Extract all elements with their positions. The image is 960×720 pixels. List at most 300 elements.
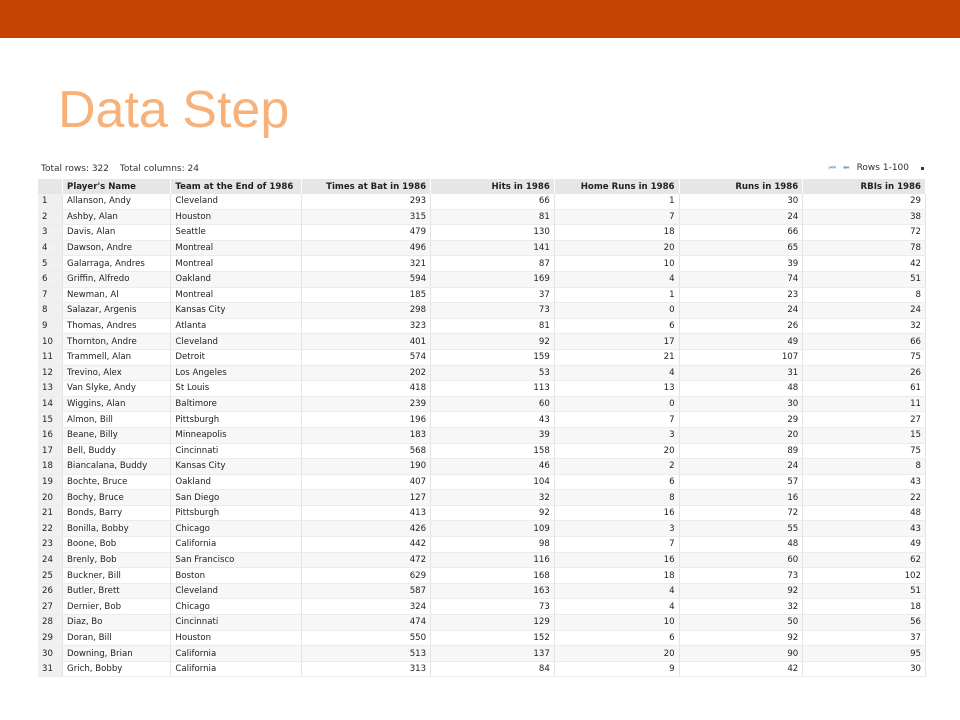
table-row[interactable] xyxy=(38,443,926,459)
table-row[interactable] xyxy=(38,568,926,584)
table-cell: 183 xyxy=(302,427,431,443)
row-index-cell: 8 xyxy=(38,303,63,319)
table-cell: 50 xyxy=(679,615,803,631)
table-cell: 30 xyxy=(803,661,926,677)
table-cell: 73 xyxy=(431,599,555,615)
data-table-viewer xyxy=(36,157,930,685)
table-cell: 65 xyxy=(679,240,803,256)
table-cell: 7 xyxy=(554,537,679,553)
table-cell: Dawson, Andre xyxy=(63,240,171,256)
table-cell: 37 xyxy=(431,287,555,303)
table-cell: Doran, Bill xyxy=(63,630,171,646)
table-cell: 75 xyxy=(803,349,926,365)
table-summary xyxy=(41,164,207,174)
table-cell: Chicago xyxy=(171,521,302,537)
table-cell: Montreal xyxy=(171,256,302,272)
table-cell: Bell, Buddy xyxy=(63,443,171,459)
table-cell: 413 xyxy=(302,505,431,521)
table-cell: 30 xyxy=(679,194,803,209)
table-row[interactable] xyxy=(38,474,926,490)
table-body xyxy=(38,194,926,677)
table-cell: 18 xyxy=(554,225,679,241)
row-index-cell: 21 xyxy=(38,505,63,521)
table-cell: 513 xyxy=(302,646,431,662)
table-cell: 92 xyxy=(679,583,803,599)
table-row[interactable] xyxy=(38,537,926,553)
table-cell: 479 xyxy=(302,225,431,241)
table-cell: 113 xyxy=(431,381,555,397)
table-cell: 11 xyxy=(803,396,926,412)
table-cell: 137 xyxy=(431,646,555,662)
table-row[interactable] xyxy=(38,194,926,209)
table-cell: 442 xyxy=(302,537,431,553)
table-cell: 26 xyxy=(803,365,926,381)
column-header[interactable]: Hits in 1986 xyxy=(431,179,555,194)
table-cell: 0 xyxy=(554,303,679,319)
table-cell: Thomas, Andres xyxy=(63,318,171,334)
row-index-cell: 19 xyxy=(38,474,63,490)
table-cell: 75 xyxy=(803,443,926,459)
more-icon[interactable] xyxy=(921,167,924,170)
table-cell: Trevino, Alex xyxy=(63,365,171,381)
row-index-cell: 1 xyxy=(38,194,63,209)
table-cell: 313 xyxy=(302,661,431,677)
table-cell: Buckner, Bill xyxy=(63,568,171,584)
total-rows-label: Total rows: 322 xyxy=(41,164,110,174)
row-index-cell: 27 xyxy=(38,599,63,615)
table-cell: 13 xyxy=(554,381,679,397)
table-cell: 39 xyxy=(679,256,803,272)
table-cell: 29 xyxy=(803,194,926,209)
table-cell: Allanson, Andy xyxy=(63,194,171,209)
table-cell: 474 xyxy=(302,615,431,631)
table-cell: 43 xyxy=(803,521,926,537)
table-cell: 141 xyxy=(431,240,555,256)
table-cell: 323 xyxy=(302,318,431,334)
row-index-cell: 18 xyxy=(38,459,63,475)
table-row[interactable] xyxy=(38,552,926,568)
table-cell: 10 xyxy=(554,256,679,272)
table-cell: 81 xyxy=(431,318,555,334)
table-cell: 55 xyxy=(679,521,803,537)
table-cell: 629 xyxy=(302,568,431,584)
table-cell: 129 xyxy=(431,615,555,631)
viewer-toolbar xyxy=(36,157,930,179)
table-cell: 401 xyxy=(302,334,431,350)
table-cell: Houston xyxy=(171,209,302,225)
table-cell: 37 xyxy=(803,630,926,646)
table-cell: Boston xyxy=(171,568,302,584)
table-row[interactable] xyxy=(38,240,926,256)
table-cell: 60 xyxy=(431,396,555,412)
first-page-icon[interactable]: ⏮ xyxy=(828,163,836,172)
table-cell: 72 xyxy=(679,505,803,521)
table-cell: 2 xyxy=(554,459,679,475)
table-row[interactable] xyxy=(38,615,926,631)
table-cell: 16 xyxy=(554,505,679,521)
table-cell: 92 xyxy=(431,505,555,521)
table-cell: 6 xyxy=(554,630,679,646)
table-cell: 90 xyxy=(679,646,803,662)
table-cell: 9 xyxy=(554,661,679,677)
table-cell: 42 xyxy=(803,256,926,272)
table-header xyxy=(38,179,926,194)
table-cell: 4 xyxy=(554,365,679,381)
table-row[interactable] xyxy=(38,521,926,537)
table-cell: 594 xyxy=(302,271,431,287)
table-cell: 574 xyxy=(302,349,431,365)
data-table xyxy=(38,179,926,677)
column-header[interactable] xyxy=(38,179,63,194)
row-index-cell: 13 xyxy=(38,381,63,397)
table-cell: 8 xyxy=(554,490,679,506)
table-cell: California xyxy=(171,537,302,553)
table-cell: 39 xyxy=(431,427,555,443)
table-cell: 163 xyxy=(431,583,555,599)
table-cell: Ashby, Alan xyxy=(63,209,171,225)
row-index-cell: 29 xyxy=(38,630,63,646)
table-cell: 1 xyxy=(554,194,679,209)
row-index-cell: 31 xyxy=(38,661,63,677)
table-cell: St Louis xyxy=(171,381,302,397)
table-cell: 127 xyxy=(302,490,431,506)
table-cell: 315 xyxy=(302,209,431,225)
table-cell: 102 xyxy=(803,568,926,584)
table-cell: 6 xyxy=(554,474,679,490)
table-cell: 185 xyxy=(302,287,431,303)
table-cell: 321 xyxy=(302,256,431,272)
table-cell: 43 xyxy=(431,412,555,428)
table-cell: 324 xyxy=(302,599,431,615)
table-cell: 66 xyxy=(431,194,555,209)
table-cell: 51 xyxy=(803,271,926,287)
table-row[interactable] xyxy=(38,303,926,319)
row-index-cell: 25 xyxy=(38,568,63,584)
table-cell: 0 xyxy=(554,396,679,412)
table-cell: 60 xyxy=(679,552,803,568)
table-cell: 21 xyxy=(554,349,679,365)
table-cell: 27 xyxy=(803,412,926,428)
table-cell: Cleveland xyxy=(171,194,302,209)
table-cell: 48 xyxy=(679,537,803,553)
table-cell: Brenly, Bob xyxy=(63,552,171,568)
table-cell: 92 xyxy=(431,334,555,350)
table-row[interactable] xyxy=(38,630,926,646)
table-cell: Montreal xyxy=(171,240,302,256)
table-cell: Downing, Brian xyxy=(63,646,171,662)
row-index-cell: 10 xyxy=(38,334,63,350)
table-cell: 26 xyxy=(679,318,803,334)
table-row[interactable] xyxy=(38,646,926,662)
table-row[interactable] xyxy=(38,583,926,599)
table-cell: Trammell, Alan xyxy=(63,349,171,365)
table-cell: 48 xyxy=(679,381,803,397)
table-cell: San Francisco xyxy=(171,552,302,568)
table-cell: 61 xyxy=(803,381,926,397)
header-row xyxy=(38,179,926,194)
table-cell: 196 xyxy=(302,412,431,428)
table-cell: 73 xyxy=(679,568,803,584)
table-cell: 4 xyxy=(554,599,679,615)
row-index-cell: 11 xyxy=(38,349,63,365)
column-header[interactable]: Player's Name xyxy=(63,179,171,194)
table-cell: Cleveland xyxy=(171,334,302,350)
table-cell: 32 xyxy=(431,490,555,506)
column-header[interactable]: Home Runs in 1986 xyxy=(554,179,679,194)
table-row[interactable] xyxy=(38,505,926,521)
row-index-cell: 4 xyxy=(38,240,63,256)
table-cell: 3 xyxy=(554,521,679,537)
table-cell: 7 xyxy=(554,412,679,428)
table-cell: Montreal xyxy=(171,287,302,303)
table-cell: Biancalana, Buddy xyxy=(63,459,171,475)
table-cell: Almon, Bill xyxy=(63,412,171,428)
table-cell: Bochy, Bruce xyxy=(63,490,171,506)
row-index-cell: 26 xyxy=(38,583,63,599)
table-cell: 89 xyxy=(679,443,803,459)
table-cell: 6 xyxy=(554,318,679,334)
table-cell: Seattle xyxy=(171,225,302,241)
table-cell: 3 xyxy=(554,427,679,443)
table-cell: 49 xyxy=(803,537,926,553)
table-cell: San Diego xyxy=(171,490,302,506)
table-row[interactable] xyxy=(38,334,926,350)
table-cell: 51 xyxy=(803,583,926,599)
table-row[interactable] xyxy=(38,271,926,287)
table-cell: Pittsburgh xyxy=(171,505,302,521)
table-cell: California xyxy=(171,661,302,677)
table-cell: 66 xyxy=(679,225,803,241)
table-cell: Chicago xyxy=(171,599,302,615)
table-cell: 73 xyxy=(431,303,555,319)
row-index-cell: 5 xyxy=(38,256,63,272)
table-cell: 30 xyxy=(679,396,803,412)
table-cell: 18 xyxy=(554,568,679,584)
table-cell: 22 xyxy=(803,490,926,506)
table-cell: Atlanta xyxy=(171,318,302,334)
table-row[interactable] xyxy=(38,396,926,412)
table-cell: 20 xyxy=(554,646,679,662)
row-index-cell: 14 xyxy=(38,396,63,412)
table-cell: 169 xyxy=(431,271,555,287)
table-cell: 109 xyxy=(431,521,555,537)
table-cell: 16 xyxy=(679,490,803,506)
total-columns-label: Total columns: 24 xyxy=(119,164,199,174)
table-cell: 81 xyxy=(431,209,555,225)
table-cell: Van Slyke, Andy xyxy=(63,381,171,397)
table-row[interactable] xyxy=(38,318,926,334)
table-cell: 18 xyxy=(803,599,926,615)
table-cell: 20 xyxy=(554,443,679,459)
table-cell: 168 xyxy=(431,568,555,584)
table-cell: Dernier, Bob xyxy=(63,599,171,615)
slide-title: Data Step xyxy=(58,81,290,139)
table-cell: 293 xyxy=(302,194,431,209)
table-cell: 29 xyxy=(679,412,803,428)
table-cell: 24 xyxy=(679,459,803,475)
row-index-cell: 20 xyxy=(38,490,63,506)
table-cell: Minneapolis xyxy=(171,427,302,443)
table-cell: Detroit xyxy=(171,349,302,365)
row-index-cell: 30 xyxy=(38,646,63,662)
table-cell: Beane, Billy xyxy=(63,427,171,443)
table-cell: 17 xyxy=(554,334,679,350)
table-cell: 190 xyxy=(302,459,431,475)
column-header[interactable]: Runs in 1986 xyxy=(679,179,803,194)
table-cell: 38 xyxy=(803,209,926,225)
row-index-cell: 22 xyxy=(38,521,63,537)
table-cell: 1 xyxy=(554,287,679,303)
table-cell: 32 xyxy=(679,599,803,615)
table-cell: 496 xyxy=(302,240,431,256)
table-cell: 472 xyxy=(302,552,431,568)
table-cell: 72 xyxy=(803,225,926,241)
table-cell: Griffin, Alfredo xyxy=(63,271,171,287)
table-cell: Cincinnati xyxy=(171,615,302,631)
table-cell: Cincinnati xyxy=(171,443,302,459)
table-row[interactable] xyxy=(38,256,926,272)
table-cell: Salazar, Argenis xyxy=(63,303,171,319)
table-row[interactable] xyxy=(38,459,926,475)
table-cell: 43 xyxy=(803,474,926,490)
top-accent-bar xyxy=(0,0,960,38)
table-row[interactable] xyxy=(38,412,926,428)
table-cell: Bonilla, Bobby xyxy=(63,521,171,537)
row-index-cell: 3 xyxy=(38,225,63,241)
table-cell: Butler, Brett xyxy=(63,583,171,599)
table-row[interactable] xyxy=(38,599,926,615)
table-cell: 20 xyxy=(554,240,679,256)
table-cell: Baltimore xyxy=(171,396,302,412)
table-row[interactable] xyxy=(38,427,926,443)
table-row[interactable] xyxy=(38,349,926,365)
table-cell: 298 xyxy=(302,303,431,319)
row-index-cell: 16 xyxy=(38,427,63,443)
table-cell: 46 xyxy=(431,459,555,475)
table-cell: 48 xyxy=(803,505,926,521)
table-cell: 98 xyxy=(431,537,555,553)
table-cell: Wiggins, Alan xyxy=(63,396,171,412)
row-index-cell: 9 xyxy=(38,318,63,334)
table-row[interactable] xyxy=(38,381,926,397)
table-cell: Galarraga, Andres xyxy=(63,256,171,272)
table-cell: 23 xyxy=(679,287,803,303)
table-cell: Newman, Al xyxy=(63,287,171,303)
table-cell: 587 xyxy=(302,583,431,599)
column-header[interactable]: Times at Bat in 1986 xyxy=(302,179,431,194)
table-cell: 20 xyxy=(679,427,803,443)
table-cell: Oakland xyxy=(171,474,302,490)
table-cell: California xyxy=(171,646,302,662)
table-cell: Grich, Bobby xyxy=(63,661,171,677)
table-cell: 568 xyxy=(302,443,431,459)
table-row[interactable] xyxy=(38,209,926,225)
table-cell: 24 xyxy=(803,303,926,319)
table-cell: 10 xyxy=(554,615,679,631)
table-cell: 418 xyxy=(302,381,431,397)
table-cell: 239 xyxy=(302,396,431,412)
table-cell: Kansas City xyxy=(171,459,302,475)
row-index-cell: 12 xyxy=(38,365,63,381)
previous-page-icon[interactable]: ⬅ xyxy=(842,163,850,172)
table-row[interactable] xyxy=(38,661,926,677)
pagination xyxy=(829,163,924,173)
table-cell: 550 xyxy=(302,630,431,646)
table-cell: 31 xyxy=(679,365,803,381)
table-cell: Boone, Bob xyxy=(63,537,171,553)
table-cell: Thornton, Andre xyxy=(63,334,171,350)
table-cell: 104 xyxy=(431,474,555,490)
table-cell: 4 xyxy=(554,583,679,599)
table-cell: 49 xyxy=(679,334,803,350)
table-cell: Oakland xyxy=(171,271,302,287)
table-cell: 426 xyxy=(302,521,431,537)
table-cell: 56 xyxy=(803,615,926,631)
table-cell: 130 xyxy=(431,225,555,241)
table-cell: 4 xyxy=(554,271,679,287)
table-cell: Davis, Alan xyxy=(63,225,171,241)
table-cell: Bochte, Bruce xyxy=(63,474,171,490)
row-index-cell: 24 xyxy=(38,552,63,568)
table-cell: 7 xyxy=(554,209,679,225)
table-row[interactable] xyxy=(38,225,926,241)
table-cell: 62 xyxy=(803,552,926,568)
table-row[interactable] xyxy=(38,365,926,381)
rows-range-label: Rows 1-100 xyxy=(856,163,909,173)
column-header[interactable]: RBIs in 1986 xyxy=(803,179,926,194)
table-cell: Kansas City xyxy=(171,303,302,319)
table-cell: 74 xyxy=(679,271,803,287)
table-cell: 16 xyxy=(554,552,679,568)
table-cell: Pittsburgh xyxy=(171,412,302,428)
table-cell: 53 xyxy=(431,365,555,381)
table-cell: 92 xyxy=(679,630,803,646)
row-index-cell: 7 xyxy=(38,287,63,303)
table-cell: 407 xyxy=(302,474,431,490)
table-cell: 32 xyxy=(803,318,926,334)
table-cell: Los Angeles xyxy=(171,365,302,381)
table-cell: 24 xyxy=(679,209,803,225)
table-cell: 8 xyxy=(803,459,926,475)
table-cell: 202 xyxy=(302,365,431,381)
table-cell: 87 xyxy=(431,256,555,272)
table-cell: 95 xyxy=(803,646,926,662)
table-cell: 8 xyxy=(803,287,926,303)
table-cell: 107 xyxy=(679,349,803,365)
table-cell: Cleveland xyxy=(171,583,302,599)
table-cell: 152 xyxy=(431,630,555,646)
table-cell: 116 xyxy=(431,552,555,568)
table-cell: 84 xyxy=(431,661,555,677)
column-header[interactable]: Team at the End of 1986 xyxy=(171,179,302,194)
row-index-cell: 17 xyxy=(38,443,63,459)
row-index-cell: 23 xyxy=(38,537,63,553)
table-cell: 78 xyxy=(803,240,926,256)
table-cell: 57 xyxy=(679,474,803,490)
table-cell: 42 xyxy=(679,661,803,677)
table-cell: Diaz, Bo xyxy=(63,615,171,631)
table-cell: Bonds, Barry xyxy=(63,505,171,521)
table-cell: 15 xyxy=(803,427,926,443)
table-cell: 159 xyxy=(431,349,555,365)
table-row[interactable] xyxy=(38,287,926,303)
table-cell: 66 xyxy=(803,334,926,350)
row-index-cell: 6 xyxy=(38,271,63,287)
row-index-cell: 28 xyxy=(38,615,63,631)
table-row[interactable] xyxy=(38,490,926,506)
table-cell: Houston xyxy=(171,630,302,646)
row-index-cell: 2 xyxy=(38,209,63,225)
